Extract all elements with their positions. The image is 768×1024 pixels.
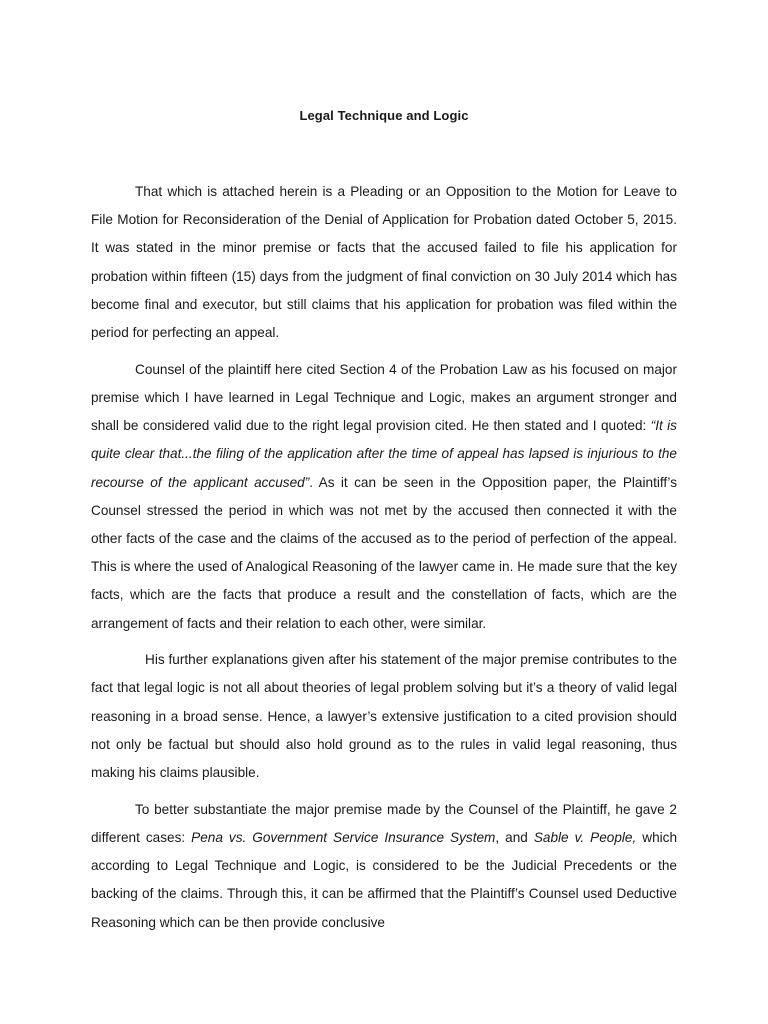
paragraph-text: , and xyxy=(495,829,534,845)
paragraph-text: which according to Legal Technique and Logic, is considered to be the Judicial Precedents or the backing of the claims. Through this, it can be affirmed that the Plaintiff’s Counsel used Deductive Reasoning which can be then provide conclusive xyxy=(91,829,678,930)
body-paragraph xyxy=(91,356,677,638)
body-paragraph xyxy=(91,646,677,787)
italic-text: “It is quite clear that...the filing of the application after the time of appeal has lapsed is injurious to the recourse of the applicant accused” xyxy=(91,418,677,490)
body-paragraph xyxy=(91,796,677,937)
paragraph-text: To better substantiate the major premise made by the Counsel of the Plaintiff, he gave 2 different cases: xyxy=(91,801,677,845)
paragraph-text: His further explanations given after his statement of the major premise contributes to the fact that legal logic is not all about theories of legal problem solving but it’s a theory of valid legal reasoning in a broad sense. Hence, a lawyer’s extensive justification to a cited provision should not only be factual but should also hold ground as to the rules in valid legal reasoning, thus making his claims plausible. xyxy=(91,652,677,781)
document-body xyxy=(91,178,677,945)
body-paragraph xyxy=(91,178,677,347)
italic-text: Sable v. People, xyxy=(533,829,637,845)
paragraph-text: . As it can be seen in the Opposition paper, the Plaintiff’s Counsel stressed the period in which was not met by the accused then connected it with the other facts of the case and the claims of the accused as to the period of perfection of the appeal. This is where the used of Analogical Reasoning of the lawyer came in. He made sure that the key facts, which are the facts that produce a result and the constellation of facts, which are the arrangement of facts and their relation to each other, were similar. xyxy=(91,474,677,631)
paragraph-text: That which is attached herein is a Pleading or an Opposition to the Motion for Leave to File Motion for Reconsideration of the Denial of Application for Probation dated October 5, 2015. It was stated in the minor premise or facts that the accused failed to file his application for probation within fifteen (15) days from the judgment of final conviction on 30 July 2014 which has become final and executor, but still claims that his application for probation was filed within the period for perfecting an appeal. xyxy=(91,184,677,341)
document-title: Legal Technique and Logic xyxy=(299,108,469,123)
italic-text: Pena vs. Government Service Insurance System xyxy=(191,829,496,845)
paragraph-text: Counsel of the plaintiff here cited Section 4 of the Probation Law as his focused on major premise which I have learned in Legal Technique and Logic, makes an argument stronger and shall be considered valid due to the right legal provision cited. He then stated and I quoted: xyxy=(91,361,677,434)
